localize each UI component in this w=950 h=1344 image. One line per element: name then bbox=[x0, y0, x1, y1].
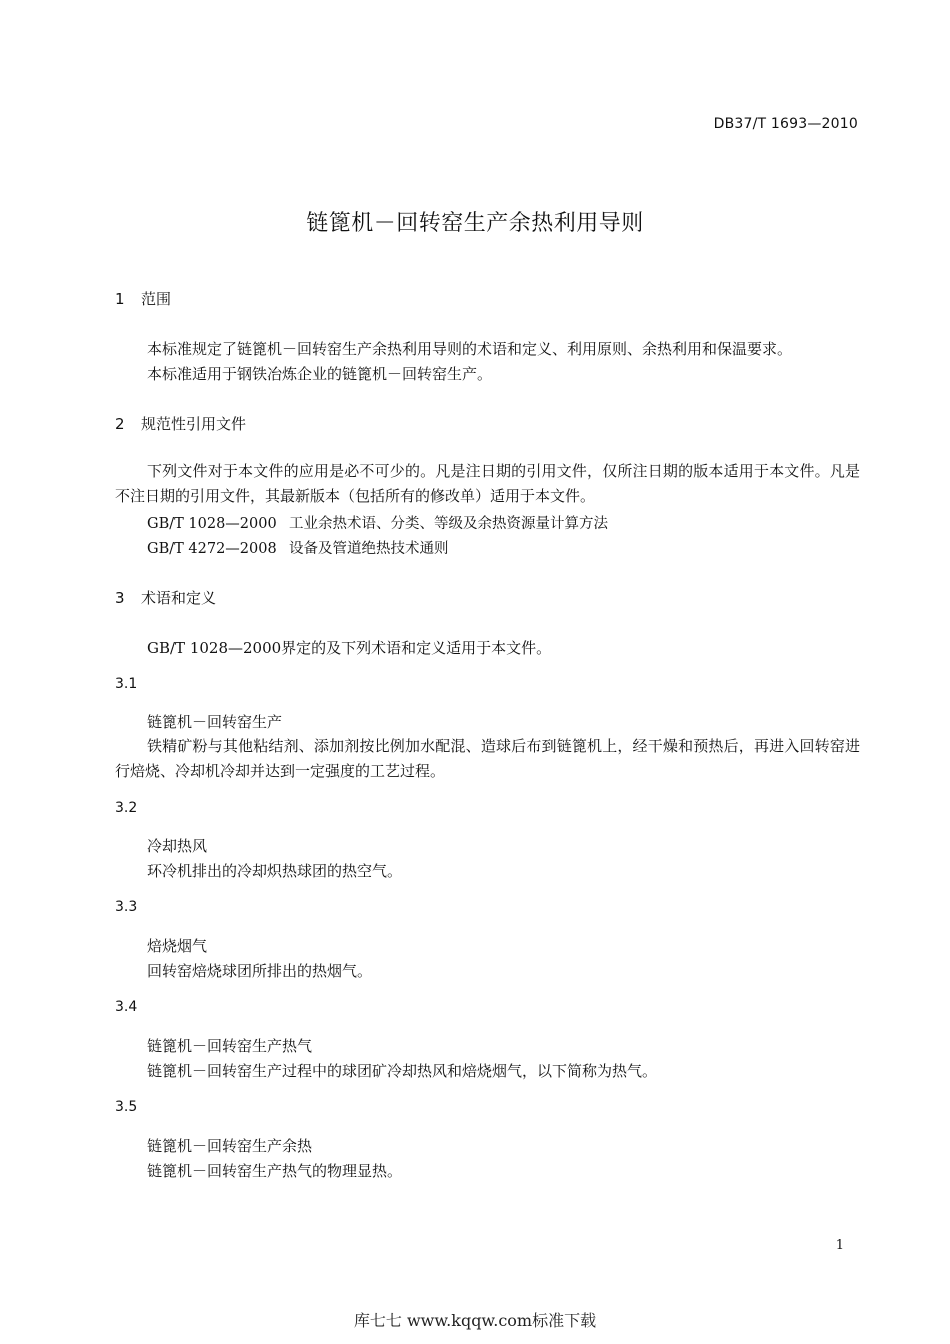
paragraph: GB/T 1028—2000界定的及下列术语和定义适用于本文件。 bbox=[147, 639, 552, 657]
reference-code: GB/T 4272—2008 bbox=[147, 541, 277, 557]
term-name: 焙烧烟气 bbox=[147, 937, 208, 955]
term-definition: 回转窑焙烧球团所排出的热烟气。 bbox=[147, 962, 373, 980]
paragraph: 本标准适用于钢铁冶炼企业的链篦机－回转窑生产。 bbox=[147, 365, 493, 383]
reference-code: GB/T 1028—2000 bbox=[147, 516, 277, 532]
term-number: 3.3 bbox=[115, 899, 138, 915]
normative-reference bbox=[147, 537, 449, 558]
term-name: 冷却热风 bbox=[147, 837, 208, 855]
term-name: 链篦机－回转窑生产余热 bbox=[147, 1137, 313, 1155]
paragraph: 本标准规定了链篦机－回转窑生产余热利用导则的术语和定义、利用原则、余热利用和保温要求。 bbox=[147, 340, 793, 358]
term-number: 3.4 bbox=[115, 999, 138, 1015]
term-name: 链篦机－回转窑生产 bbox=[147, 713, 283, 731]
term-definition: 环冷机排出的冷却炽热球团的热空气。 bbox=[147, 862, 403, 880]
term-number: 3.2 bbox=[115, 800, 138, 816]
normative-reference bbox=[147, 512, 608, 533]
section-title: 术语和定义 bbox=[141, 589, 217, 607]
term-number: 3.1 bbox=[115, 676, 138, 692]
section-number: 1 bbox=[115, 290, 125, 308]
section-title: 范围 bbox=[141, 290, 172, 308]
section-number: 3 bbox=[115, 589, 125, 607]
paragraph: 下列文件对于本文件的应用是必不可少的。凡是注日期的引用文件，仅所注日期的版本适用于本文件。凡是不注日期的引用文件，其最新版本（包括所有的修改单）适用于本文件。 bbox=[115, 462, 860, 505]
page-number: 1 bbox=[835, 1238, 844, 1253]
section-title: 规范性引用文件 bbox=[141, 415, 247, 433]
reference-title: 工业余热术语、分类、等级及余热资源量计算方法 bbox=[289, 516, 608, 532]
term-definition: 链篦机－回转窑生产过程中的球团矿冷却热风和焙烧烟气，以下简称为热气。 bbox=[147, 1062, 658, 1080]
section-number: 2 bbox=[115, 415, 125, 433]
term-definition: 铁精矿粉与其他粘结剂、添加剂按比例加水配混、造球后布到链篦机上，经干燥和预热后，再进入回转窑进行焙烧、冷却机冷却并达到一定强度的工艺过程。 bbox=[115, 737, 860, 780]
section-2-heading bbox=[115, 413, 246, 434]
reference-title: 设备及管道绝热技术通则 bbox=[289, 541, 449, 557]
document-code: DB37/T 1693—2010 bbox=[713, 116, 858, 132]
section-3-heading bbox=[115, 587, 216, 608]
document-title: 链篦机－回转窑生产余热利用导则 bbox=[306, 211, 644, 236]
section-1-heading bbox=[115, 288, 171, 309]
term-definition: 链篦机－回转窑生产热气的物理显热。 bbox=[147, 1162, 403, 1180]
term-number: 3.5 bbox=[115, 1099, 138, 1115]
term-name: 链篦机－回转窑生产热气 bbox=[147, 1037, 313, 1055]
footer-watermark: 库七七 www.kqqw.com标准下载 bbox=[353, 1311, 597, 1330]
